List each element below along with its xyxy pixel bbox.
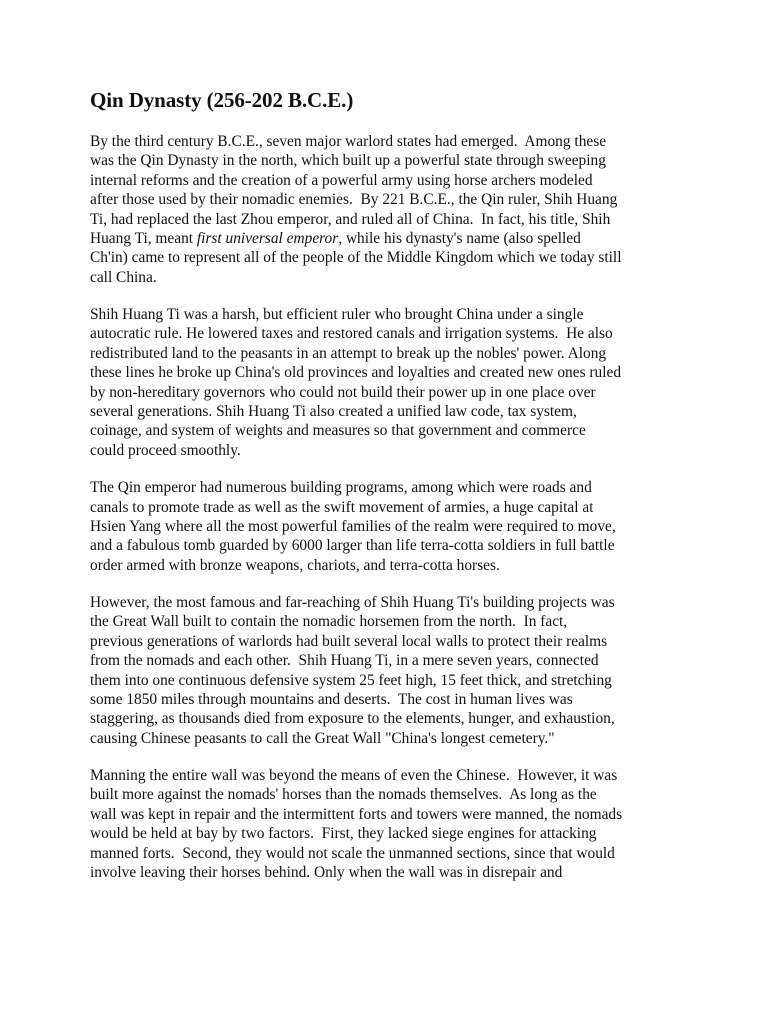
text-run: Manning the entire wall was beyond the means of even the Chinese. However, it was <box>90 766 618 784</box>
text-run: could proceed smoothly. <box>90 441 241 459</box>
text-run: redistributed land to the peasants in an attempt to break up the nobles' power. Along <box>90 344 607 362</box>
text-run: canals to promote trade as well as the swift movement of armies, a huge capital at <box>90 498 594 516</box>
paragraph-list <box>90 132 690 882</box>
text-run: Ch'in) came to represent all of the people of the Middle Kingdom which we today still <box>90 249 622 267</box>
text-line <box>90 785 690 804</box>
text-line <box>90 305 690 324</box>
text-run: after those used by their nomadic enemies. By 221 B.C.E., the Qin ruler, Shih Huang <box>90 191 618 209</box>
text-run: causing Chinese peasants to call the Great Wall "China's longest cemetery." <box>90 729 555 747</box>
text-line <box>90 517 690 536</box>
text-run: some 1850 miles through mountains and deserts. The cost in human lives was <box>90 690 573 708</box>
text-line <box>90 824 690 843</box>
text-line <box>90 766 690 785</box>
text-run: order armed with bronze weapons, chariots, and terra-cotta horses. <box>90 556 500 574</box>
paragraph <box>90 593 690 748</box>
text-line <box>90 363 690 382</box>
paragraph <box>90 478 690 575</box>
text-run: autocratic rule. He lowered taxes and restored canals and irrigation systems. He also <box>90 325 613 343</box>
text-line <box>90 324 690 343</box>
text-line <box>90 556 690 575</box>
document-body <box>90 86 690 900</box>
text-line <box>90 229 690 248</box>
text-line <box>90 709 690 728</box>
text-run: coinage, and system of weights and measures so that government and commerce <box>90 422 586 440</box>
text-line <box>90 612 690 631</box>
text-run: the Great Wall built to contain the nomadic horsemen from the north. In fact, <box>90 613 568 631</box>
text-line <box>90 729 690 748</box>
text-run: previous generations of warlords had built several local walls to protect their realms <box>90 632 608 650</box>
text-run: staggering, as thousands died from exposure to the elements, hunger, and exhaustion, <box>90 710 615 728</box>
text-line <box>90 210 690 229</box>
text-run: these lines he broke up China's old provinces and loyalties and created new ones ruled <box>90 364 622 382</box>
paragraph <box>90 305 690 460</box>
text-run: them into one continuous defensive system 25 feet high, 15 feet thick, and stretching <box>90 671 612 689</box>
text-run: built more against the nomads' horses than the nomads themselves. As long as the <box>90 786 597 804</box>
text-line <box>90 478 690 497</box>
text-run: would be held at bay by two factors. First, they lacked siege engines for attacking <box>90 825 597 843</box>
text-line <box>90 402 690 421</box>
text-run: Ti, had replaced the last Zhou emperor, and ruled all of China. In fact, his title, Shih <box>90 210 611 228</box>
text-line <box>90 844 690 863</box>
text-run: By the third century B.C.E., seven major warlord states had emerged. Among these <box>90 133 607 150</box>
text-run: from the nomads and each other. Shih Huang Ti, in a mere seven years, connected <box>90 652 599 670</box>
text-line <box>90 536 690 555</box>
text-run: manned forts. Second, they would not scale the unmanned sections, since that would <box>90 844 615 862</box>
text-line <box>90 651 690 670</box>
text-line <box>90 690 690 709</box>
text-run: internal reforms and the creation of a powerful army using horse archers modeled <box>90 171 593 189</box>
text-run: several generations. Shih Huang Ti also created a unified law code, tax system, <box>90 403 577 421</box>
text-run: The Qin emperor had numerous building programs, among which were roads and <box>90 479 592 497</box>
paragraph <box>90 132 690 287</box>
text-run: , while his dynasty's name (also spelled <box>338 230 581 248</box>
text-run: wall was kept in repair and the intermittent forts and towers were manned, the nomads <box>90 805 623 823</box>
text-run: by non-hereditary governors who could not build their power up in one place over <box>90 383 596 401</box>
paragraph <box>90 766 690 882</box>
text-run: Hsien Yang where all the most powerful families of the realm were required to move, <box>90 517 616 535</box>
page-title: Qin Dynasty (256-202 B.C.E.) <box>90 88 354 112</box>
text-line <box>90 805 690 824</box>
text-line <box>90 344 690 363</box>
text-run: involve leaving their horses behind. Only when the wall was in disrepair and <box>90 864 563 881</box>
text-line <box>90 171 690 190</box>
text-line <box>90 190 690 209</box>
text-line <box>90 421 690 440</box>
text-run: was the Qin Dynasty in the north, which built up a powerful state through sweeping <box>90 152 606 170</box>
text-run: Huang Ti, meant <box>90 230 197 248</box>
text-run: call China. <box>90 268 157 286</box>
text-run: and a fabulous tomb guarded by 6000 larger than life terra-cotta soldiers in full battle <box>90 537 615 555</box>
text-run: Shih Huang Ti was a harsh, but efficient ruler who brought China under a single <box>90 306 584 324</box>
italic-phrase: first universal emperor <box>196 230 339 248</box>
text-line <box>90 671 690 690</box>
text-line <box>90 441 690 460</box>
text-line <box>90 383 690 402</box>
text-line <box>90 132 690 151</box>
text-line <box>90 151 690 170</box>
text-line <box>90 268 690 287</box>
text-run: However, the most famous and far-reaching of Shih Huang Ti's building projects was <box>90 593 615 611</box>
text-line <box>90 248 690 267</box>
text-line <box>90 498 690 517</box>
text-line <box>90 593 690 612</box>
text-line <box>90 632 690 651</box>
text-line <box>90 863 690 882</box>
